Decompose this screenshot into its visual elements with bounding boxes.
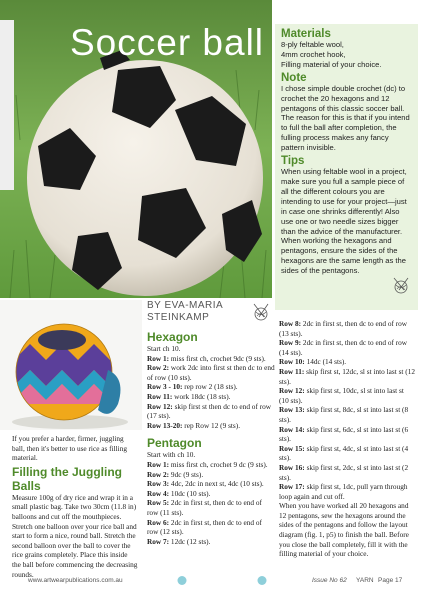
tips-heading: Tips bbox=[281, 155, 305, 168]
pattern-row bbox=[147, 470, 275, 480]
left-column bbox=[12, 434, 138, 579]
pattern-row bbox=[279, 319, 415, 338]
row-label: Row 16: bbox=[279, 462, 305, 472]
row-label: Row 13: bbox=[279, 405, 305, 415]
row-label: Row 8: bbox=[279, 319, 302, 328]
row-label: Row 11: bbox=[147, 391, 173, 401]
row-label: Row 12: bbox=[279, 386, 305, 396]
row-text: 12dc (12 sts). bbox=[169, 536, 211, 546]
middle-column bbox=[147, 300, 275, 546]
yarn-ball-icon bbox=[250, 302, 272, 322]
intro-text: If you prefer a harder, firmer, juggling ball, then it's better to use rice as filling material. bbox=[12, 434, 127, 463]
juggling-ball-photo bbox=[0, 300, 142, 430]
row-text: 2dc in first st, then dc to end of row (14 sts). bbox=[279, 338, 408, 357]
pattern-row bbox=[279, 463, 415, 482]
tips-text: When using feltable wool in a project, make sure you full a sample piece of all the different colours you are intending to use for your project—just in case one shrinks differently! Also use one or two needle sizes bigger than the advice of the manufacturer. bbox=[281, 167, 407, 236]
finishing-text: When you have worked all 20 hexagons and 12 pentagons, sew the hexagons around the sides of the pentagons and follow the layout diagram (fig. 1, p5) to finish the ball. Before you close the ball completely, fill it with the filling material of your choice. bbox=[279, 501, 409, 559]
materials-line: 4mm crochet hook, bbox=[281, 49, 346, 59]
pattern-row bbox=[279, 405, 415, 424]
row-label: Row 2: bbox=[147, 363, 170, 373]
page-footer bbox=[0, 577, 423, 591]
row-text: work 18dc (18 sts). bbox=[172, 391, 231, 401]
pattern-row bbox=[147, 537, 275, 547]
pattern-row bbox=[147, 498, 275, 517]
row-text: miss first ch, crochet 9dc (9 sts). bbox=[169, 353, 266, 363]
pattern-row bbox=[147, 402, 275, 421]
row-text: skip first st, 2dc, sl st into last st (2 sts). bbox=[279, 462, 409, 482]
row-label: Row 2: bbox=[147, 469, 170, 479]
row-text: miss first ch, crochet 9 dc (9 sts). bbox=[169, 459, 268, 469]
footer-page: Page 17 bbox=[378, 577, 403, 584]
pentagon-start: Start with ch 10. bbox=[147, 450, 196, 460]
row-label: Row 14: bbox=[279, 424, 305, 434]
pattern-row bbox=[147, 489, 275, 499]
pattern-row bbox=[147, 479, 275, 489]
yarn-ball-icon bbox=[256, 575, 268, 586]
row-text: 9dc (9 sts). bbox=[169, 469, 204, 479]
row-text: skip first st, 8dc, sl st into last st (8 sts). bbox=[279, 405, 409, 424]
pattern-row bbox=[147, 518, 275, 537]
byline-line: STEINKAMP bbox=[147, 312, 210, 323]
note-heading: Note bbox=[281, 71, 307, 84]
pattern-row bbox=[147, 382, 275, 392]
row-text: skip first st, 12dc, sl st into last st (12 sts). bbox=[279, 366, 416, 386]
pattern-row bbox=[147, 421, 275, 431]
hexagon-start: Start ch 10. bbox=[147, 344, 181, 353]
byline-line: BY EVA-MARIA bbox=[147, 300, 224, 311]
row-label: Row 4: bbox=[147, 488, 170, 498]
materials-sidebar bbox=[275, 24, 418, 310]
footer-website: www.artwearpublications.com.au bbox=[28, 577, 123, 584]
row-text: 10dc (10 sts). bbox=[169, 488, 211, 498]
pattern-row bbox=[147, 354, 275, 364]
pentagon-heading: Pentagon bbox=[147, 436, 202, 451]
row-text: rep Row 12 (9 sts). bbox=[182, 420, 241, 430]
pattern-row bbox=[147, 460, 275, 470]
row-label: Row 1: bbox=[147, 459, 170, 469]
row-text: skip first st then dc to end of row (17 sts). bbox=[147, 401, 272, 421]
row-label: Row 3 - 10: bbox=[147, 382, 183, 392]
row-text: skip first st, 1dc, pull yarn through loop again and cut off. bbox=[279, 482, 408, 501]
row-label: Row 9: bbox=[279, 338, 302, 348]
materials-line: Filling material of your choice. bbox=[281, 59, 382, 69]
row-text: work 2dc into first st then dc to end of row (10 sts). bbox=[147, 363, 275, 382]
row-text: 4dc, 2dc in next st, 4dc (10 sts). bbox=[169, 479, 264, 489]
row-label: Row 13-20: bbox=[147, 420, 183, 430]
row-label: Row 7: bbox=[147, 536, 170, 546]
row-label: Row 3: bbox=[147, 479, 170, 489]
juggling-heading: Filling the Juggling Balls bbox=[12, 464, 122, 493]
row-text: rep row 2 (18 sts). bbox=[182, 382, 238, 392]
row-text: 2dc in first st, then dc to end of row (13 sts). bbox=[279, 319, 408, 338]
hexagon-heading: Hexagon bbox=[147, 330, 198, 344]
row-label: Row 17: bbox=[279, 482, 305, 492]
materials-line: 8-ply feltable wool, bbox=[281, 40, 344, 49]
row-text: skip first st, 4dc, sl st into last st (4 sts). bbox=[279, 443, 409, 463]
pattern-row bbox=[147, 363, 275, 382]
row-text: 2dc in first st, then dc to end of row (12 sts). bbox=[147, 517, 262, 537]
pattern-row bbox=[279, 444, 415, 463]
row-label: Row 15: bbox=[279, 443, 305, 453]
row-text: 14dc (14 sts). bbox=[304, 357, 347, 367]
tips-text: When working the hexagons and pentagons, ensure the sides of the hexagons are the same length as the sides of the pentagons. bbox=[281, 236, 406, 276]
pattern-row bbox=[147, 392, 275, 402]
row-label: Row 10: bbox=[279, 357, 305, 367]
yarn-ball-icon bbox=[391, 276, 411, 296]
pattern-row bbox=[279, 367, 415, 386]
right-column bbox=[279, 319, 415, 559]
juggling-text: Measure 100g of dry rice and wrap it in a small plastic bag. Take two 30cm (11.8 in) balloons and cut off the mouthpieces. Stretch one balloon over your rice ball and start to form a nice, round ball. Stretch the second balloon over the ball to cover the rice grains completely. Place this inside the ball before commencing the decreasing rounds. bbox=[12, 492, 138, 579]
hero-photo bbox=[0, 0, 272, 298]
pattern-row bbox=[279, 425, 415, 444]
footer-section: YARN bbox=[356, 577, 374, 584]
row-text: skip first st, 6dc, sl st into last st (6 sts). bbox=[279, 424, 409, 444]
pattern-row bbox=[279, 482, 415, 501]
note-text: I chose simple double crochet (dc) to crochet the 20 hexagons and 12 pentagons of this classic soccer ball. The reason for this is that if you intend to full the ball after completion, the fulling process makes any fancy pattern invisible. bbox=[281, 83, 410, 153]
row-label: Row 6: bbox=[147, 517, 170, 527]
pattern-row bbox=[279, 338, 415, 357]
row-text: 2dc in first st, then dc to end of row (11 sts). bbox=[147, 498, 262, 517]
pattern-row bbox=[279, 386, 415, 405]
row-label: Row 1: bbox=[147, 353, 170, 363]
row-label: Row 11: bbox=[279, 366, 305, 376]
row-label: Row 12: bbox=[147, 401, 173, 411]
page-title: Soccer ball bbox=[70, 22, 265, 63]
yarn-ball-icon bbox=[176, 575, 188, 586]
footer-issue: Issue No 62 bbox=[312, 577, 347, 584]
materials-heading: Materials bbox=[281, 28, 331, 40]
pattern-row bbox=[279, 357, 415, 367]
row-text: skip first st, 10dc, sl st into last st (10 sts). bbox=[279, 386, 404, 405]
row-label: Row 5: bbox=[147, 498, 170, 508]
